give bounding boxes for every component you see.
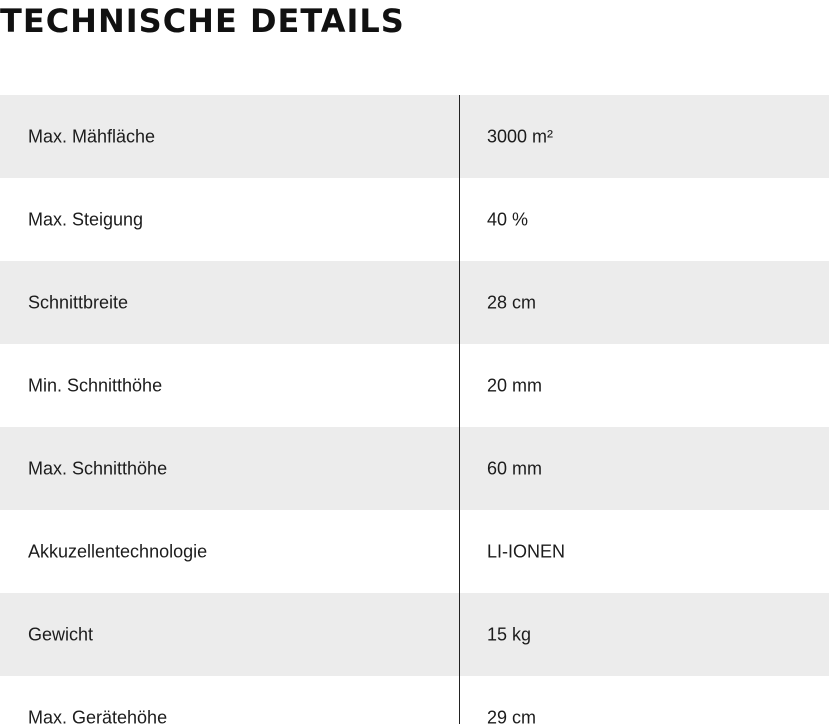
- page-title: TECHNISCHE DETAILS: [0, 2, 405, 40]
- spec-value: 40 %: [487, 209, 529, 229]
- spec-value: LI-IONEN: [487, 541, 566, 561]
- spec-value: 3000 m²: [487, 126, 554, 146]
- spec-label: Max. Schnitthöhe: [28, 458, 168, 478]
- spec-row-max-geraetehoehe: [0, 676, 829, 724]
- spec-label: Max. Steigung: [28, 209, 144, 229]
- spec-row-max-maehflaeche: [0, 95, 829, 178]
- spec-row-min-schnitthoehe: [0, 344, 829, 427]
- spec-table: [0, 95, 829, 724]
- spec-label: Schnittbreite: [28, 292, 129, 312]
- spec-value: 60 mm: [487, 458, 543, 478]
- spec-row-max-schnitthoehe: [0, 427, 829, 510]
- spec-label: Min. Schnitthöhe: [28, 375, 163, 395]
- spec-value: 28 cm: [487, 292, 537, 312]
- spec-value: 29 cm: [487, 707, 537, 724]
- spec-value: 20 mm: [487, 375, 543, 395]
- spec-label: Gewicht: [28, 624, 94, 644]
- column-divider: [459, 95, 460, 724]
- spec-row-akkuzellentechnologie: [0, 510, 829, 593]
- spec-label: Max. Mähfläche: [28, 126, 156, 146]
- spec-value: 15 kg: [487, 624, 532, 644]
- spec-label: Akkuzellentechnologie: [28, 541, 208, 561]
- spec-row-max-steigung: [0, 178, 829, 261]
- spec-row-gewicht: [0, 593, 829, 676]
- spec-row-schnittbreite: [0, 261, 829, 344]
- spec-label: Max. Gerätehöhe: [28, 707, 168, 724]
